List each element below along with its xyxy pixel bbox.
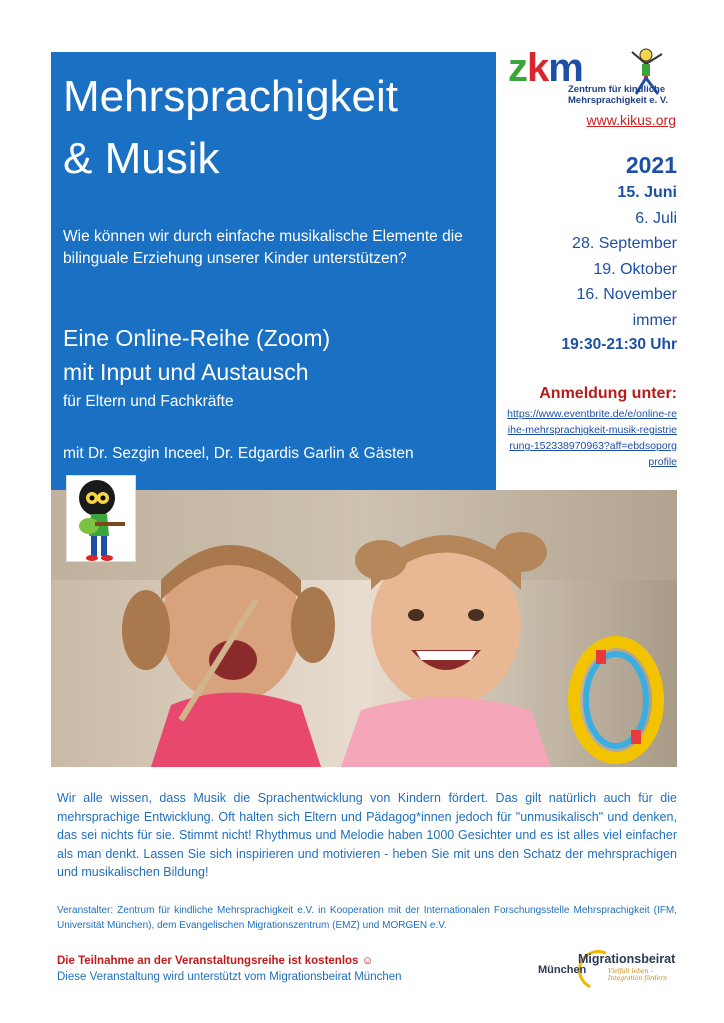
free-notice: Die Teilnahme an der Veranstaltungsreihe ist kostenlos ☺ xyxy=(57,955,374,967)
date-list xyxy=(505,180,677,333)
title-line-1: Mehrsprachigkeit xyxy=(63,72,399,121)
support-text: Diese Veranstaltung wird unterstützt vom Migrationsbeirat München xyxy=(57,971,402,983)
page-title xyxy=(63,66,483,190)
mascot-guitar-image xyxy=(66,475,136,562)
logo-letter-m: m xyxy=(548,46,583,90)
children-photo xyxy=(51,490,677,767)
registration-title: Anmeldung unter: xyxy=(539,385,677,402)
date-item: 6. Juli xyxy=(635,209,677,227)
mascot-guitar-icon xyxy=(67,476,135,561)
schedule xyxy=(505,150,677,357)
hosts-text: mit Dr. Sezgin Inceel, Dr. Edgardis Garlin & Gästen xyxy=(63,445,414,462)
website-link[interactable]: www.kikus.org xyxy=(586,112,676,128)
title-panel xyxy=(51,52,496,490)
series-line-2: mit Input und Austausch xyxy=(63,359,309,385)
logo-subtitle-line-2: Mehrsprachigkeit e. V. xyxy=(568,95,668,106)
audience-text: für Eltern und Fachkräfte xyxy=(63,393,234,410)
date-item: 16. November xyxy=(576,286,677,303)
children-photo-illustration xyxy=(51,490,677,767)
registration-link[interactable]: https://www.eventbrite.de/e/online-reihe-mehrsprachigkeit-musik-registrierung-152338970963?aff=ebdsoporgprofile xyxy=(507,408,677,468)
date-item: 28. September xyxy=(572,235,677,252)
date-item: 19. Oktober xyxy=(593,260,677,278)
partner-city: München xyxy=(538,964,587,976)
description-text: Wir alle wissen, dass Musik die Sprachentwicklung von Kindern fördert. Das gilt natürlich auch für die mehrsprachige Entwicklung. Oft halten sich Eltern und Pädagog*innen jedoch für "unmusikalisch" und denken, das sei nichts für sie. Stimmt nicht! Rhythmus und Melodie haben 1000 Gesichter und es ist alles viel einfacher als man denkt. Lassen Sie sich inspirieren und motivieren - heben Sie mit uns den Schatz der mehrsprachigen und musikalischen Bildung! xyxy=(57,791,677,879)
schedule-time: 19:30-21:30 Uhr xyxy=(561,336,677,353)
partner-tagline-line-1: Vielfalt leben – xyxy=(608,968,654,975)
logo-letter-z: z xyxy=(508,46,527,90)
title-line-2: & Musik xyxy=(63,134,220,183)
logo-subtitle xyxy=(568,84,668,106)
logo-letter-k: k xyxy=(527,46,549,90)
intro-question: Wie können wir durch einfache musikalische Elemente die bilinguale Erziehung unserer Kinder unterstützen? xyxy=(63,228,463,267)
date-item: 15. Juni xyxy=(617,184,677,201)
partner-tagline-line-2: Integration fördern xyxy=(608,975,668,982)
organizer-text: Veranstalter: Zentrum für kindliche Mehrsprachigkeit e.V. in Kooperation mit der Internationalen Forschungsstelle Mehrsprachigkeit (IFM, Universität München), dem Evangelischen Migrationszentrum (EMZ) und MORGEN e.V. xyxy=(57,905,677,931)
zkm-logo xyxy=(508,44,680,116)
partner-tagline xyxy=(608,968,667,982)
partner-name: Migrationsbeirat xyxy=(578,952,676,966)
logo-subtitle-line-1: Zentrum für kindliche xyxy=(568,84,666,95)
date-item: immer xyxy=(632,311,677,329)
schedule-year: 2021 xyxy=(625,152,677,178)
series-heading xyxy=(63,321,483,389)
series-line-1: Eine Online-Reihe (Zoom) xyxy=(63,325,331,351)
migrationsbeirat-logo xyxy=(538,948,678,992)
